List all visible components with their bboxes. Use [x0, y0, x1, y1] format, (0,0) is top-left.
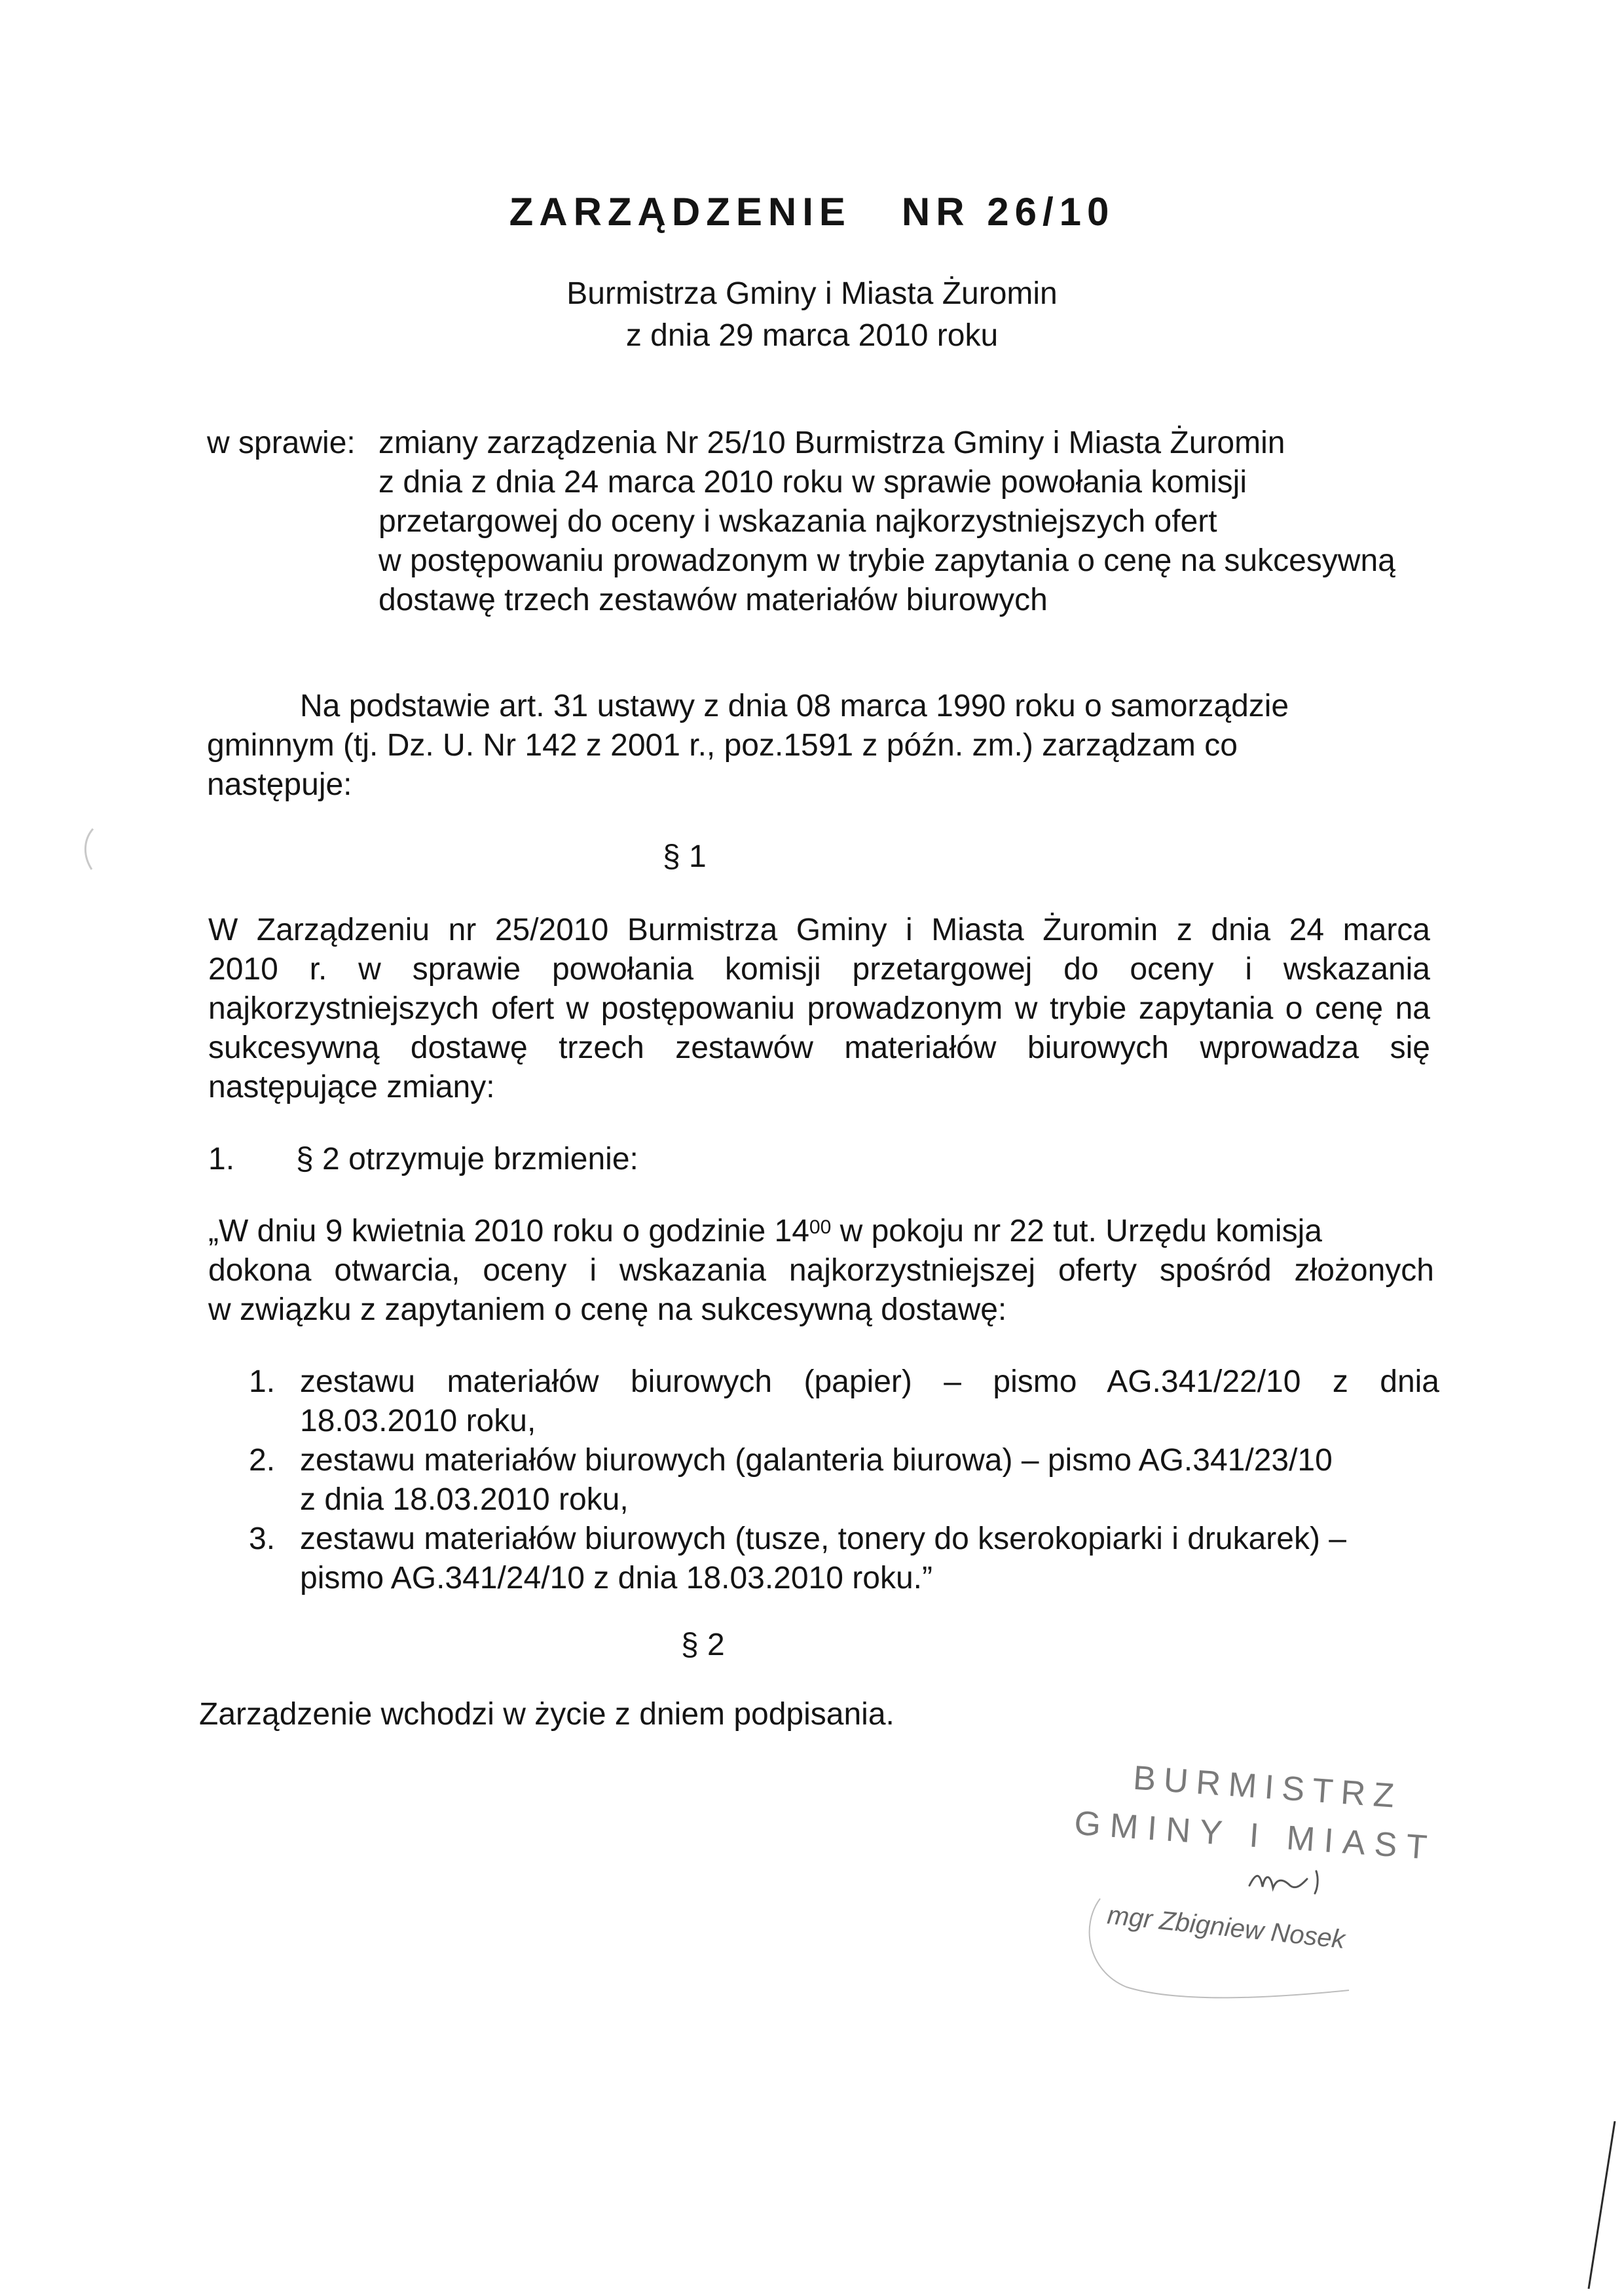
subject-label: w sprawie: [207, 426, 356, 460]
section-1-line: najkorzystniejszych ofert w postępowaniu prowadzonym w trybie zapytania o cenę na [208, 991, 1430, 1026]
section-1-line: sukcesywną dostawę trzech zestawów materiałów biurowych wprowadza się [208, 1030, 1430, 1065]
change-number: 1. [208, 1142, 235, 1176]
subject-line: zmiany zarządzenia Nr 25/10 Burmistrza Gminy i Miasta Żuromin [378, 426, 1285, 460]
item-line: zestawu materiałów biurowych (tusze, tonery do kserokopiarki i drukarek) – [300, 1522, 1346, 1556]
quote-line [208, 1212, 1322, 1250]
item-line: z dnia 18.03.2010 roku, [300, 1482, 629, 1517]
basis-line: gminnym (tj. Dz. U. Nr 142 z 2001 r., poz.1591 z późn. zm.) zarządzam co [207, 728, 1238, 763]
section-2-text: Zarządzenie wchodzi w życie z dniem podpisania. [199, 1697, 895, 1732]
item-line: zestawu materiałów biurowych (galanteria biurowa) – pismo AG.341/23/10 [300, 1443, 1333, 1478]
quote-line: w związku z zapytaniem o cenę na sukcesywną dostawę: [208, 1292, 1007, 1327]
quote-text: w pokoju nr 22 tut. Urzędu komisja [831, 1214, 1322, 1248]
official-stamp [1073, 1758, 1441, 2003]
stamp-line: GMINY I MIAST [1073, 1804, 1438, 1868]
item-number: 2. [249, 1443, 276, 1478]
hour-superscript: 00 [809, 1216, 832, 1238]
issuer: Burmistrza Gminy i Miasta Żuromin [566, 276, 1058, 311]
item-line: 18.03.2010 roku, [300, 1404, 536, 1438]
item-number: 3. [249, 1522, 276, 1556]
item-line: zestawu materiałów biurowych (papier) – pismo AG.341/22/10 z dnia [300, 1364, 1439, 1399]
section-1-line: następujące zmiany: [208, 1070, 495, 1104]
section-2-heading: § 2 [681, 1628, 725, 1662]
basis-line: następuje: [207, 767, 352, 802]
subject-line: przetargowej do oceny i wskazania najkorzystniejszych ofert [378, 504, 1217, 539]
item-number: 1. [249, 1364, 276, 1399]
subject-line: w postępowaniu prowadzonym w trybie zapytania o cenę na sukcesywną [378, 543, 1395, 578]
section-1-line: 2010 r. w sprawie powołania komisji przetargowej do oceny i wskazania [208, 952, 1430, 987]
title-main: ZARZĄDZENIE [509, 190, 851, 234]
section-1-heading: § 1 [663, 839, 707, 874]
quote-text: „W dniu 9 kwietnia 2010 roku o godzinie 14 [208, 1214, 809, 1248]
basis-line: Na podstawie art. 31 ustawy z dnia 08 marca 1990 roku o samorządzie [300, 689, 1289, 723]
section-1-line: W Zarządzeniu nr 25/2010 Burmistrza Gminy i Miasta Żuromin z dnia 24 marca [208, 913, 1430, 947]
signatory-name: mgr Zbigniew Nosek [1105, 1901, 1346, 1954]
quote-line: dokona otwarcia, oceny i wskazania najkorzystniejszej oferty spośród złożonych [208, 1253, 1434, 1288]
item-line: pismo AG.341/24/10 z dnia 18.03.2010 roku.” [300, 1561, 932, 1595]
document-title [0, 189, 1624, 236]
scan-mark-icon [77, 826, 97, 872]
subject-line: dostawę trzech zestawów materiałów biurowych [378, 583, 1048, 617]
issue-date: z dnia 29 marca 2010 roku [625, 318, 999, 353]
stamp-line: BURMISTRZ [1132, 1758, 1403, 1816]
subject-line: z dnia z dnia 24 marca 2010 roku w sprawie powołania komisji [378, 465, 1247, 500]
scan-edge-icon [1585, 2121, 1617, 2291]
title-number: NR 26/10 [901, 190, 1115, 234]
change-text: § 2 otrzymuje brzmienie: [296, 1142, 638, 1176]
